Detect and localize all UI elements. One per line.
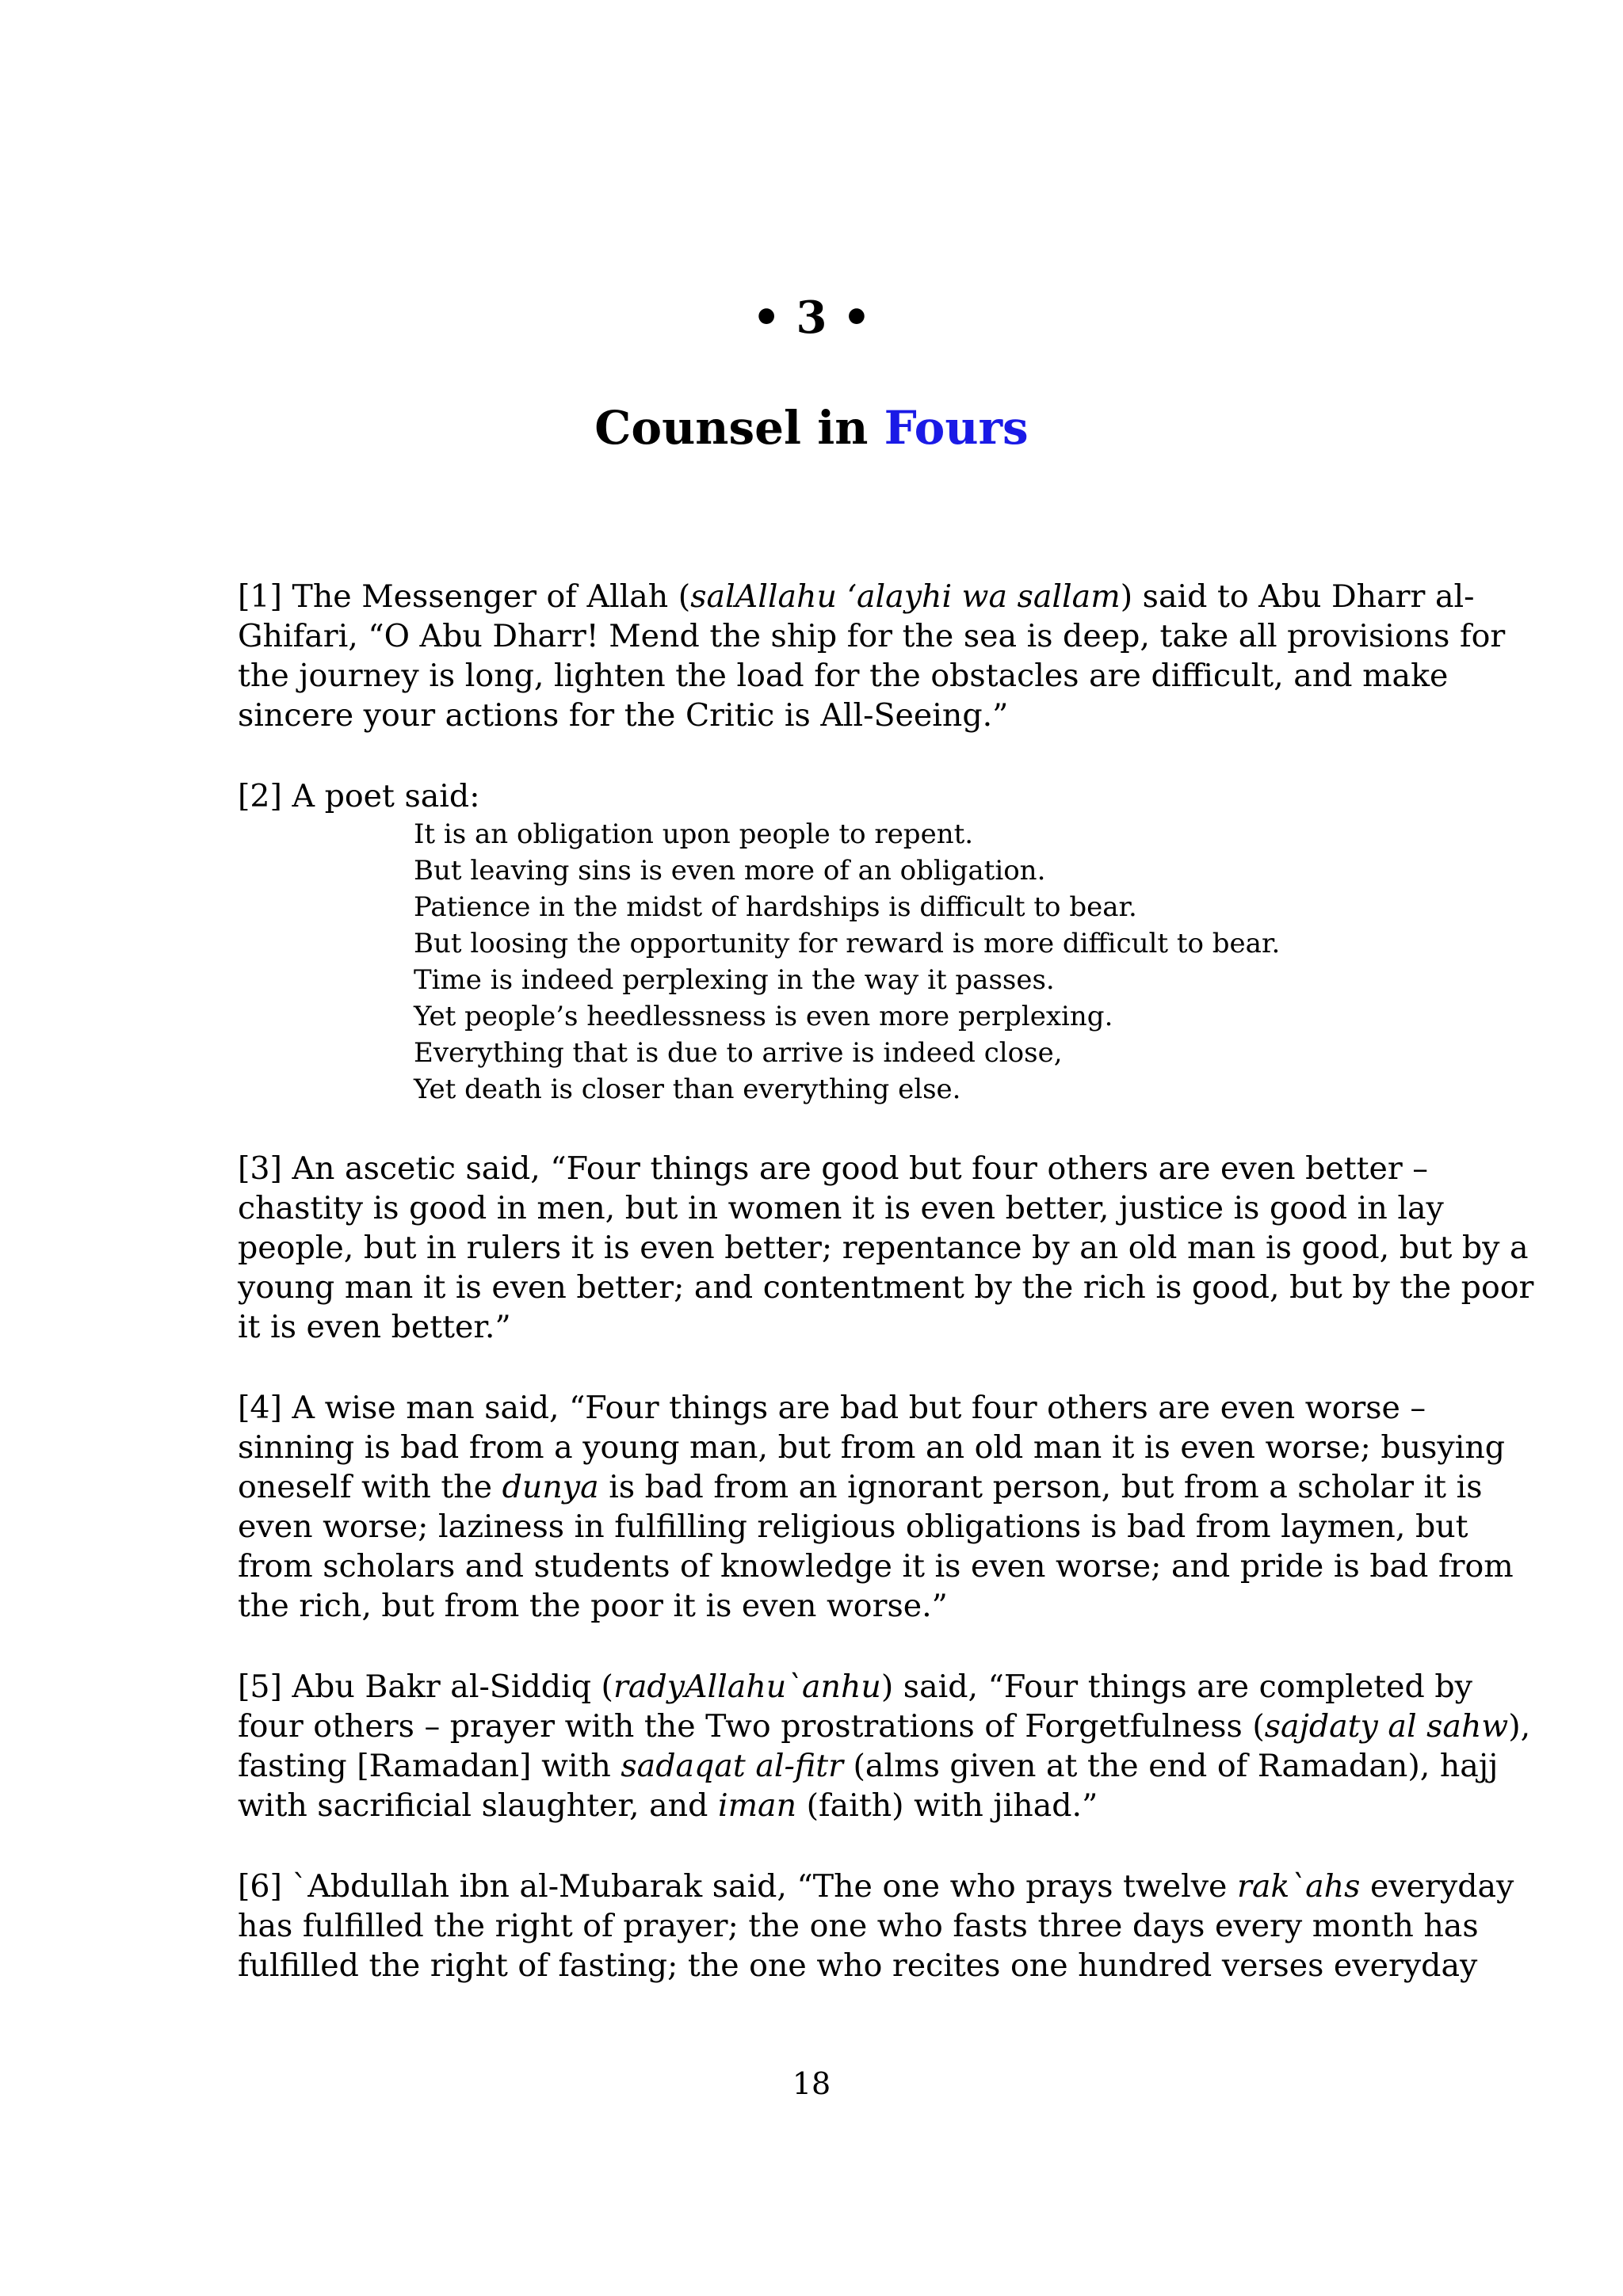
text-run: from scholars and students of knowledge it is even worse; and pride is bad from: [238, 1548, 1514, 1585]
text-run: the rich, but from the poor it is even worse.”: [238, 1588, 948, 1624]
text-line: [238, 696, 1387, 735]
text-run: everyday: [1360, 1868, 1514, 1905]
italic-term: iman: [717, 1787, 797, 1824]
text-line: [238, 1188, 1444, 1228]
text-run: people, but in rulers it is even better; repentance by an old man is good, but by a: [238, 1230, 1529, 1266]
text-run: young man it is even better; and contentment by the rich is good, but by the poor: [238, 1269, 1534, 1306]
text-line: [238, 1667, 1472, 1707]
text-line: [238, 1228, 1529, 1268]
text-line: [238, 1507, 1468, 1547]
text-run: ),: [1508, 1708, 1531, 1745]
text-line: [238, 1906, 1479, 1946]
paragraph-5: [238, 1667, 1531, 1825]
text-line: [238, 1946, 1478, 1985]
text-run: oneself with the: [238, 1469, 502, 1505]
text-line: [238, 1428, 1506, 1467]
poem: [414, 816, 1387, 1108]
italic-term: rak`ahs: [1237, 1868, 1361, 1905]
paragraph-1: [238, 577, 1506, 735]
text-run: [1] The Messenger of Allah (: [238, 578, 691, 615]
italic-term: sajdaty al sahw: [1264, 1708, 1509, 1745]
text-run: [4] A wise man said, “Four things are bad but four others are even worse –: [238, 1390, 1426, 1426]
chapter-title-accent: Fours: [884, 401, 1029, 455]
text-run: sinning is bad from a young man, but from an old man it is even worse; busying: [238, 1429, 1506, 1466]
chapter-title: [0, 401, 1623, 456]
text-run: sincere your actions for the Critic is All-Seeing.”: [238, 697, 1009, 734]
text-run: it is even better.”: [238, 1309, 511, 1345]
text-line: [238, 1746, 1499, 1786]
text-run: [6] `Abdullah ibn al-Mubarak said, “The one who prays twelve: [238, 1868, 1237, 1905]
paragraph-4: [238, 1388, 1514, 1626]
text-run: four others – prayer with the Two prostrations of Forgetfulness (: [238, 1708, 1265, 1745]
text-line: [238, 577, 1475, 616]
text-run: ) said to Abu Dharr al-: [1120, 578, 1475, 615]
poem-line: Yet people’s heedlessness is even more perplexing.: [414, 1001, 1113, 1032]
text-run: (faith) with jihad.”: [796, 1787, 1098, 1824]
italic-term: radyAllahu`anhu: [613, 1669, 881, 1705]
italic-term: salAllahu ‘alayhi wa sallam: [690, 578, 1121, 615]
text-line: [238, 616, 1506, 656]
text-run: is bad from an ignorant person, but from a scholar it is: [598, 1469, 1483, 1505]
text-run: fulfilled the right of fasting; the one who recites one hundred verses everyday: [238, 1947, 1478, 1984]
text-run: [5] Abu Bakr al-Siddiq (: [238, 1669, 613, 1705]
text-line: [238, 1867, 1514, 1906]
text-run: the journey is long, lighten the load for the obstacles are difficult, and make: [238, 658, 1449, 694]
text-line: [238, 1707, 1531, 1746]
poem-line: It is an obligation upon people to repent.: [414, 818, 974, 850]
text-line: [238, 1307, 1387, 1347]
text-run: chastity is good in men, but in women it is even better, justice is good in lay: [238, 1190, 1444, 1226]
text-run: ) said, “Four things are completed by: [880, 1669, 1472, 1705]
page-number: 18: [792, 2066, 831, 2101]
paragraph-6: [238, 1867, 1514, 1985]
text-run: (alms given at the end of Ramadan), hajj: [842, 1748, 1499, 1784]
paragraph-3: [238, 1149, 1534, 1347]
text-line: [238, 1268, 1534, 1307]
chapter-title-main: Counsel in: [594, 401, 884, 455]
text-line: [238, 1149, 1429, 1188]
text-run: Ghifari, “O Abu Dharr! Mend the ship for the sea is deep, take all provisions for: [238, 618, 1506, 654]
italic-term: dunya: [502, 1469, 599, 1505]
body-text: [238, 577, 1534, 2027]
poem-line: Time is indeed perplexing in the way it passes.: [414, 964, 1055, 996]
text-line: [238, 1586, 1387, 1626]
text-line: [238, 1547, 1514, 1586]
chapter-number: • 3 •: [752, 292, 871, 344]
poem-line: But leaving sins is even more of an obligation.: [414, 855, 1046, 887]
italic-term: sadaqat al-fitr: [621, 1748, 843, 1784]
poem-line: Everything that is due to arrive is indeed close,: [414, 1037, 1063, 1069]
text-line: [238, 656, 1449, 696]
poem-line: But loosing the opportunity for reward is more difficult to bear.: [414, 928, 1281, 959]
poem-line: Patience in the midst of hardships is difficult to bear.: [414, 891, 1137, 923]
text-line: [238, 1786, 1387, 1825]
text-run: [3] An ascetic said, “Four things are good but four others are even better –: [238, 1150, 1429, 1187]
text-run: has fulfilled the right of prayer; the one who fasts three days every month has: [238, 1908, 1479, 1944]
text-run: fasting [Ramadan] with: [238, 1748, 621, 1784]
text-line: [238, 1388, 1426, 1428]
poem-line: Yet death is closer than everything else.: [414, 1074, 961, 1105]
text-line: [238, 1467, 1483, 1507]
text-run: even worse; laziness in fulfilling religious obligations is bad from laymen, but: [238, 1508, 1468, 1545]
poem-intro: [2] A poet said:: [238, 778, 480, 814]
text-run: with sacrificial slaughter, and: [238, 1787, 718, 1824]
